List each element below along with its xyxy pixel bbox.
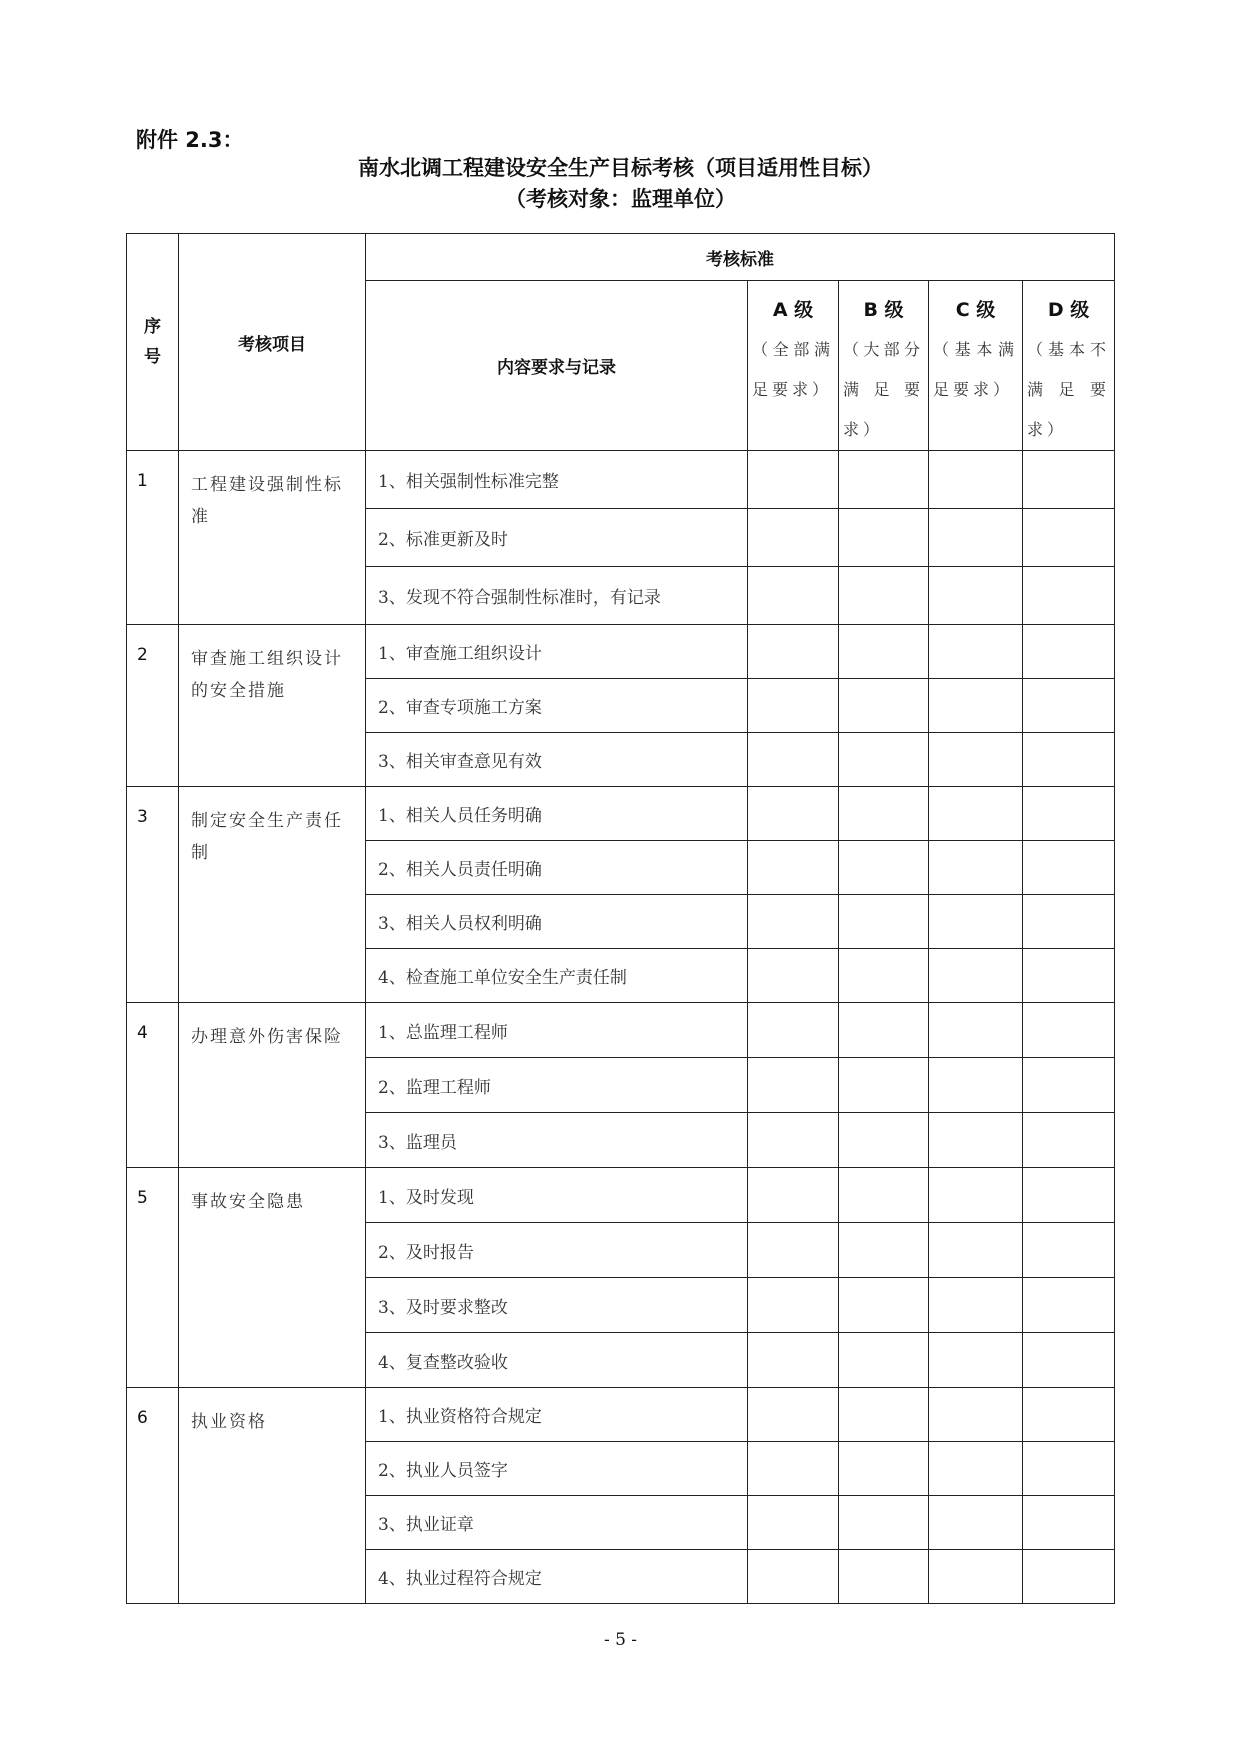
grade-cell-d[interactable]	[1023, 1278, 1115, 1333]
grade-cell-c[interactable]	[929, 1223, 1023, 1278]
grade-cell-b[interactable]	[839, 1168, 929, 1223]
row-seq: 1	[127, 451, 179, 625]
row-seq: 5	[127, 1168, 179, 1388]
row-requirement: 2、审查专项施工方案	[366, 679, 748, 733]
grade-cell-d[interactable]	[1023, 1223, 1115, 1278]
row-requirement: 4、检查施工单位安全生产责任制	[366, 949, 748, 1003]
row-seq: 2	[127, 625, 179, 787]
grade-cell-a[interactable]	[748, 1388, 839, 1442]
grade-cell-b[interactable]	[839, 567, 929, 625]
grade-cell-d[interactable]	[1023, 1550, 1115, 1604]
header-seq	[127, 234, 179, 451]
grade-cell-c[interactable]	[929, 1496, 1023, 1550]
table-row	[127, 1388, 1115, 1442]
grade-cell-d[interactable]	[1023, 509, 1115, 567]
document-title: 南水北调工程建设安全生产目标考核（项目适用性目标）	[358, 156, 883, 180]
grade-cell-d[interactable]	[1023, 679, 1115, 733]
grade-cell-c[interactable]	[929, 733, 1023, 787]
grade-cell-a[interactable]	[748, 1333, 839, 1388]
grade-cell-c[interactable]	[929, 1168, 1023, 1223]
grade-cell-d[interactable]	[1023, 841, 1115, 895]
grade-cell-c[interactable]	[929, 1442, 1023, 1496]
grade-cell-d[interactable]	[1023, 787, 1115, 841]
grade-cell-b[interactable]	[839, 787, 929, 841]
grade-cell-d[interactable]	[1023, 1496, 1115, 1550]
grade-cell-d[interactable]	[1023, 949, 1115, 1003]
row-requirement: 3、及时要求整改	[366, 1278, 748, 1333]
row-requirement: 1、审查施工组织设计	[366, 625, 748, 679]
row-item: 事故安全隐患	[179, 1168, 366, 1388]
grade-cell-a[interactable]	[748, 733, 839, 787]
grade-cell-b[interactable]	[839, 841, 929, 895]
grade-cell-c[interactable]	[929, 1550, 1023, 1604]
grade-cell-a[interactable]	[748, 567, 839, 625]
header-requirement: 内容要求与记录	[366, 281, 748, 451]
row-seq: 3	[127, 787, 179, 1003]
row-requirement: 3、相关人员权利明确	[366, 895, 748, 949]
header-level-d	[1023, 281, 1115, 451]
grade-cell-c[interactable]	[929, 1333, 1023, 1388]
grade-cell-a[interactable]	[748, 895, 839, 949]
row-requirement: 1、相关人员任务明确	[366, 787, 748, 841]
row-item: 工程建设强制性标准	[179, 451, 366, 625]
grade-cell-a[interactable]	[748, 509, 839, 567]
row-requirement: 3、发现不符合强制性标准时，有记录	[366, 567, 748, 625]
grade-cell-a[interactable]	[748, 1496, 839, 1550]
row-seq: 6	[127, 1388, 179, 1604]
grade-cell-d[interactable]	[1023, 1058, 1115, 1113]
grade-cell-d[interactable]	[1023, 567, 1115, 625]
grade-cell-c[interactable]	[929, 451, 1023, 509]
row-requirement: 1、相关强制性标准完整	[366, 451, 748, 509]
row-requirement: 1、及时发现	[366, 1168, 748, 1223]
grade-cell-d[interactable]	[1023, 1388, 1115, 1442]
grade-cell-c[interactable]	[929, 1113, 1023, 1168]
grade-cell-d[interactable]	[1023, 625, 1115, 679]
grade-cell-d[interactable]	[1023, 1333, 1115, 1388]
grade-cell-b[interactable]	[839, 949, 929, 1003]
grade-cell-d[interactable]	[1023, 1442, 1115, 1496]
row-requirement: 3、相关审查意见有效	[366, 733, 748, 787]
grade-cell-d[interactable]	[1023, 1113, 1115, 1168]
grade-cell-b[interactable]	[839, 1442, 929, 1496]
grade-cell-b[interactable]	[839, 451, 929, 509]
grade-cell-a[interactable]	[748, 1113, 839, 1168]
document-subtitle: （考核对象：监理单位）	[505, 187, 736, 211]
level-c-desc: （基本满足要求）	[933, 340, 1018, 399]
assessment-table	[126, 233, 1115, 1604]
grade-cell-b[interactable]	[839, 1550, 929, 1604]
grade-cell-c[interactable]	[929, 1058, 1023, 1113]
header-seq-label: 序号	[144, 317, 161, 367]
page-number: - 5 -	[603, 1630, 638, 1650]
grade-cell-a[interactable]	[748, 1168, 839, 1223]
grade-cell-a[interactable]	[748, 841, 839, 895]
grade-cell-a[interactable]	[748, 1550, 839, 1604]
grade-cell-b[interactable]	[839, 1058, 929, 1113]
row-requirement: 2、及时报告	[366, 1223, 748, 1278]
header-level-b	[839, 281, 929, 451]
grade-cell-a[interactable]	[748, 1278, 839, 1333]
table-row	[127, 1168, 1115, 1223]
header-level-a	[748, 281, 839, 451]
row-item: 审查施工组织设计的安全措施	[179, 625, 366, 787]
grade-cell-c[interactable]	[929, 567, 1023, 625]
header-level-c	[929, 281, 1023, 451]
grade-cell-b[interactable]	[839, 895, 929, 949]
grade-cell-a[interactable]	[748, 1058, 839, 1113]
grade-cell-c[interactable]	[929, 1278, 1023, 1333]
grade-cell-b[interactable]	[839, 1003, 929, 1058]
grade-cell-c[interactable]	[929, 787, 1023, 841]
level-b-desc: （大部分满足要求）	[843, 340, 924, 439]
grade-cell-c[interactable]	[929, 1388, 1023, 1442]
grade-cell-b[interactable]	[839, 733, 929, 787]
grade-cell-c[interactable]	[929, 895, 1023, 949]
grade-cell-a[interactable]	[748, 787, 839, 841]
row-requirement: 3、执业证章	[366, 1496, 748, 1550]
row-requirement: 2、标准更新及时	[366, 509, 748, 567]
grade-cell-b[interactable]	[839, 1388, 929, 1442]
grade-cell-b[interactable]	[839, 1223, 929, 1278]
row-requirement: 1、执业资格符合规定	[366, 1388, 748, 1442]
level-d-name: D 级	[1047, 299, 1090, 321]
grade-cell-d[interactable]	[1023, 1003, 1115, 1058]
table-row	[127, 451, 1115, 509]
grade-cell-a[interactable]	[748, 679, 839, 733]
grade-cell-a[interactable]	[748, 451, 839, 509]
row-requirement: 2、相关人员责任明确	[366, 841, 748, 895]
grade-cell-b[interactable]	[839, 625, 929, 679]
grade-cell-b[interactable]	[839, 1278, 929, 1333]
row-requirement: 2、监理工程师	[366, 1058, 748, 1113]
grade-cell-c[interactable]	[929, 949, 1023, 1003]
grade-cell-d[interactable]	[1023, 1168, 1115, 1223]
grade-cell-d[interactable]	[1023, 733, 1115, 787]
grade-cell-d[interactable]	[1023, 451, 1115, 509]
attachment-label: 附件 2.3：	[136, 128, 244, 152]
grade-cell-a[interactable]	[748, 1223, 839, 1278]
table-row	[127, 787, 1115, 841]
grade-cell-c[interactable]	[929, 625, 1023, 679]
grade-cell-c[interactable]	[929, 509, 1023, 567]
level-a-name: A 级	[772, 299, 814, 321]
row-requirement: 3、监理员	[366, 1113, 748, 1168]
level-a-desc: （全部满足要求）	[752, 340, 834, 399]
row-item: 执业资格	[179, 1388, 366, 1604]
table-row	[127, 1003, 1115, 1058]
grade-cell-c[interactable]	[929, 679, 1023, 733]
level-d-desc: （基本不满足要求）	[1027, 340, 1111, 439]
grade-cell-b[interactable]	[839, 679, 929, 733]
table-row	[127, 625, 1115, 679]
header-standard: 考核标准	[366, 234, 1115, 281]
row-requirement: 4、执业过程符合规定	[366, 1550, 748, 1604]
row-item: 制定安全生产责任制	[179, 787, 366, 1003]
grade-cell-d[interactable]	[1023, 895, 1115, 949]
grade-cell-b[interactable]	[839, 1333, 929, 1388]
grade-cell-b[interactable]	[839, 1496, 929, 1550]
grade-cell-b[interactable]	[839, 509, 929, 567]
header-item: 考核项目	[179, 234, 366, 451]
grade-cell-c[interactable]	[929, 841, 1023, 895]
level-b-name: B 级	[863, 299, 904, 321]
grade-cell-a[interactable]	[748, 1442, 839, 1496]
row-requirement: 2、执业人员签字	[366, 1442, 748, 1496]
row-requirement: 4、复查整改验收	[366, 1333, 748, 1388]
grade-cell-b[interactable]	[839, 1113, 929, 1168]
grade-cell-a[interactable]	[748, 625, 839, 679]
level-c-name: C 级	[955, 299, 996, 321]
row-seq: 4	[127, 1003, 179, 1168]
row-requirement: 1、总监理工程师	[366, 1003, 748, 1058]
row-item: 办理意外伤害保险	[179, 1003, 366, 1168]
grade-cell-a[interactable]	[748, 949, 839, 1003]
grade-cell-a[interactable]	[748, 1003, 839, 1058]
grade-cell-c[interactable]	[929, 1003, 1023, 1058]
